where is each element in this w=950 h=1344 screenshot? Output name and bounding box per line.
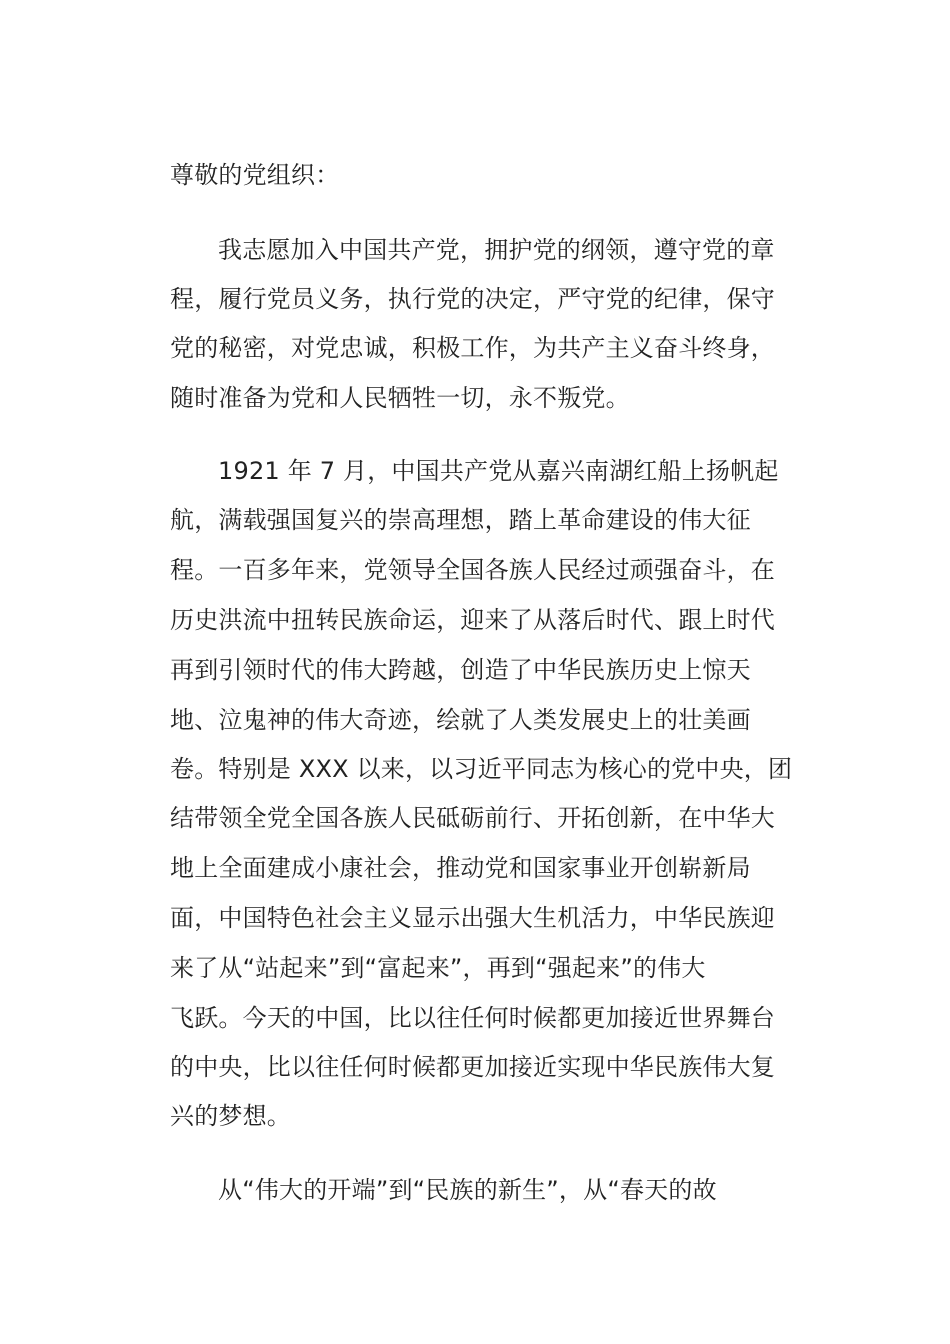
paragraph-line: 来了从“站起来”到“富起来”，再到“强起来”的伟大 (170, 954, 706, 982)
paragraph-line: 的中央，比以往任何时候都更加接近实现中华民族伟大复 (170, 1053, 775, 1081)
paragraph-line: 兴的梦想。 (170, 1102, 291, 1130)
paragraph-line: 从“伟大的开端”到“民族的新生”，从“春天的故 (218, 1176, 717, 1204)
paragraph-line: 再到引领时代的伟大跨越，创造了中华民族历史上惊天 (170, 656, 751, 684)
paragraph-line: 程。一百多年来，党领导全国各族人民经过顽强奋斗，在 (170, 556, 775, 584)
paragraph-line: 党的秘密，对党忠诚，积极工作，为共产主义奋斗终身， (170, 334, 775, 362)
paragraph-line: 面，中国特色社会主义显示出强大生机活力，中华民族迎 (170, 904, 775, 932)
paragraph-line: 结带领全党全国各族人民砥砺前行、开拓创新，在中华大 (170, 804, 775, 832)
paragraph-line: 地上全面建成小康社会，推动党和国家事业开创崭新局 (170, 854, 751, 882)
paragraph-line: 我志愿加入中国共产党，拥护党的纲领，遵守党的章 (218, 236, 775, 264)
paragraph-line: 程，履行党员义务，执行党的决定，严守党的纪律，保守 (170, 285, 775, 313)
paragraph-line: 航，满载强国复兴的崇高理想，踏上革命建设的伟大征 (170, 506, 751, 534)
salutation: 尊敬的党组织： (170, 161, 340, 189)
paragraph-line: 历史洪流中扭转民族命运，迎来了从落后时代、跟上时代 (170, 606, 775, 634)
paragraph-line: 卷。特别是 XXX 以来，以习近平同志为核心的党中央，团 (170, 755, 793, 783)
paragraph-line: 1921 年 7 月，中国共产党从嘉兴南湖红船上扬帆起 (218, 457, 779, 485)
paragraph-line: 飞跃。今天的中国，比以往任何时候都更加接近世界舞台 (170, 1004, 775, 1032)
paragraph-line: 随时准备为党和人民牺牲一切，永不叛党。 (170, 384, 630, 412)
paragraph-line: 地、泣鬼神的伟大奇迹，绘就了人类发展史上的壮美画 (170, 706, 751, 734)
